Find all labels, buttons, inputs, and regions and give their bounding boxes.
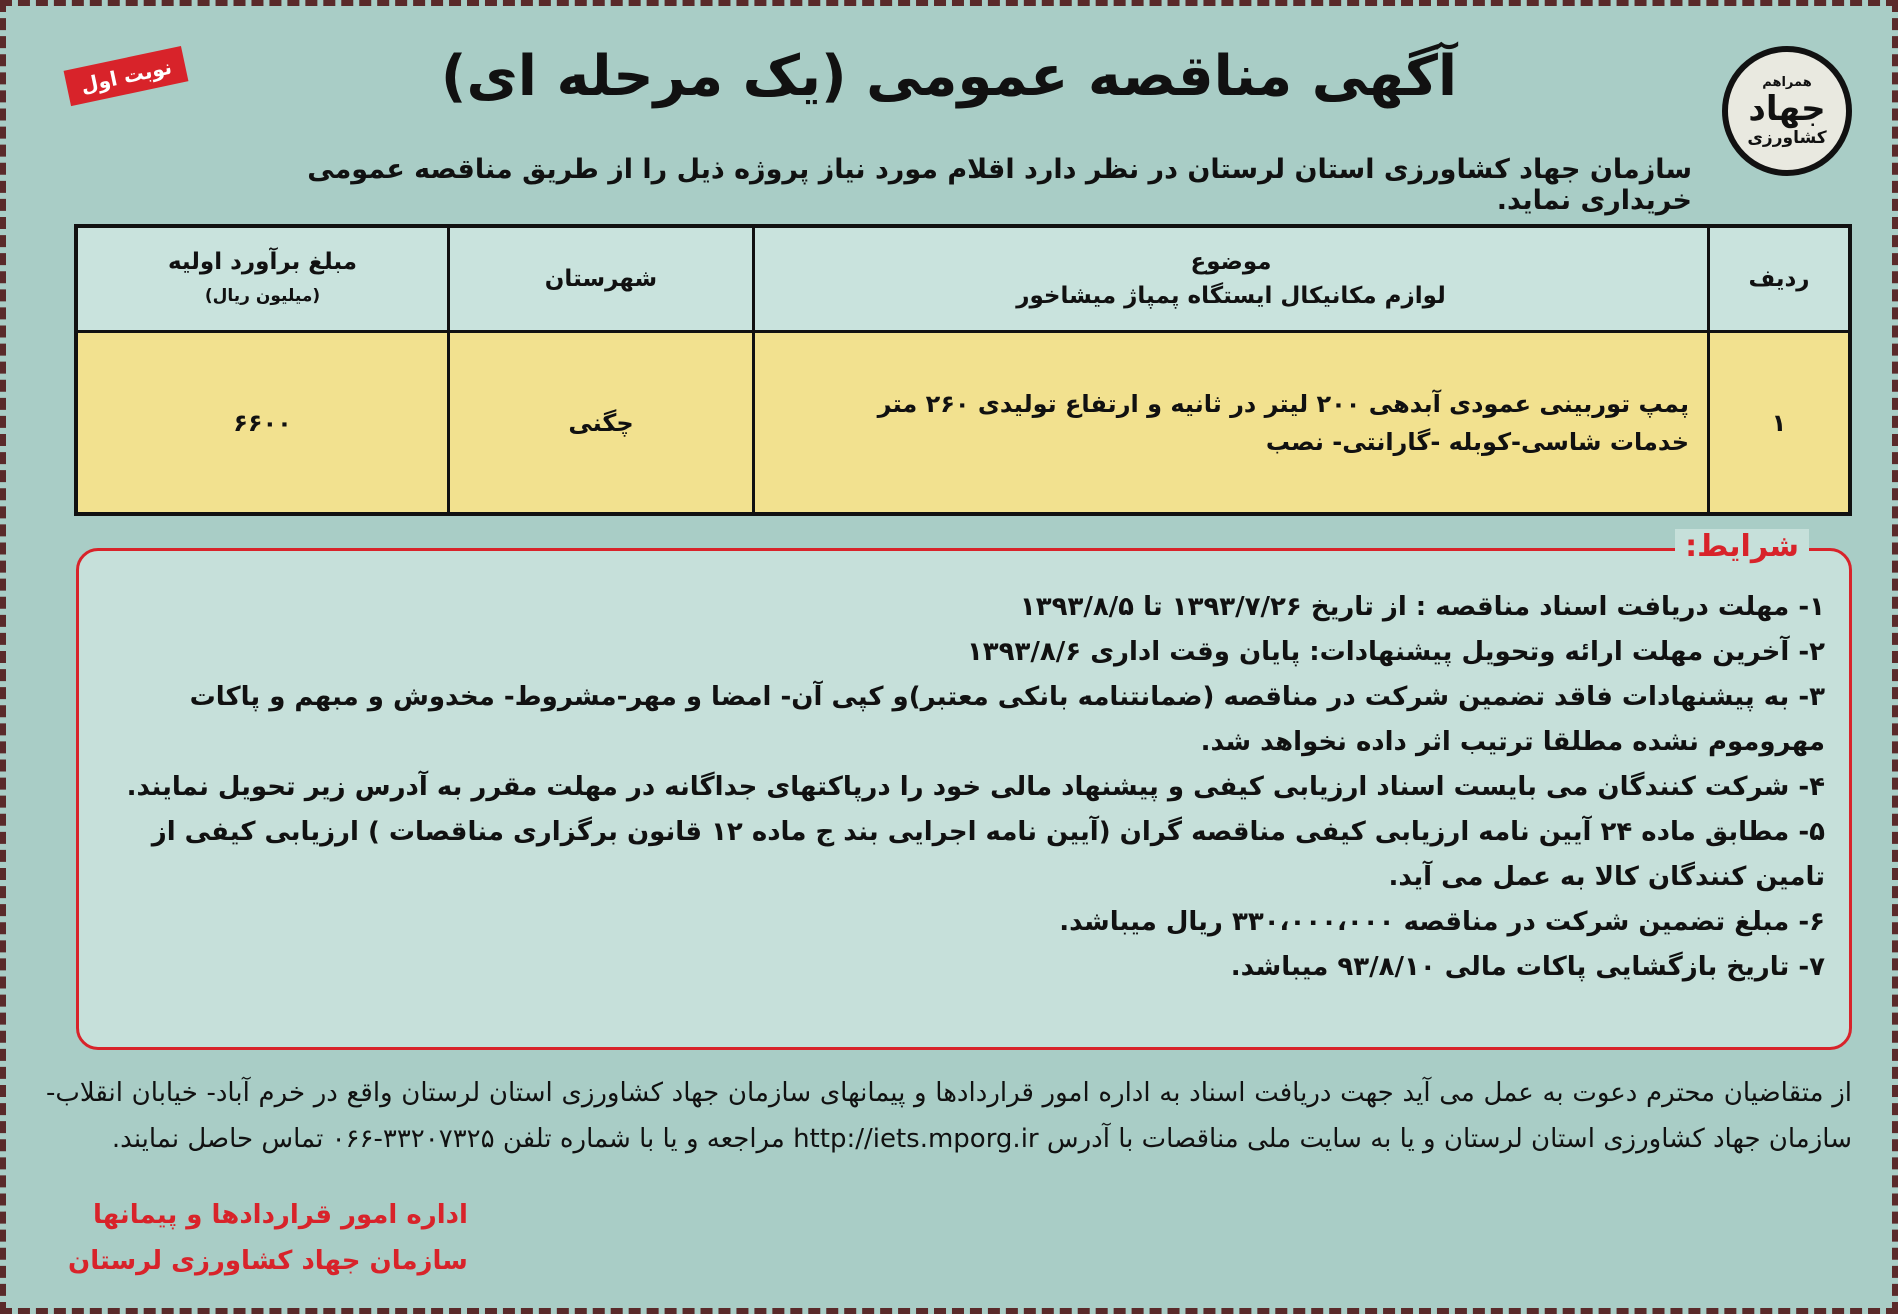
conditions-list (103, 585, 1825, 990)
header-subject-line2: لوازم مکانیکال ایستگاه پمپاژ میشاخور (1016, 283, 1446, 309)
header-amount (76, 226, 449, 332)
condition-item: ۶- مبلغ تضمین شرکت در مناقصه ۳۳۰،۰۰۰،۰۰۰ ریال میباشد. (1059, 907, 1825, 937)
header-subject (754, 226, 1709, 332)
cell-amount: ۶۶۰۰ (76, 332, 449, 515)
cell-subject-line1: پمپ توربینی عمودی آبدهی ۲۰۰ لیتر در ثانیه و ارتفاع تولیدی ۲۶۰ متر (877, 389, 1689, 418)
header-city: شهرستان (449, 226, 754, 332)
table-row (76, 332, 1850, 515)
notice-intro: سازمان جهاد کشاورزی استان لرستان در نظر دارد اقلام مورد نیاز پروژه ذیل را از طریق مناقصه عمومی خریداری نماید. (307, 154, 1692, 216)
cell-subject-line2: خدمات شاسی-کوبله -گارانتی- نصب (1265, 427, 1689, 456)
condition-item: ۷- تاریخ بازگشایی پاکات مالی ۹۳/۸/۱۰ میباشد. (1230, 952, 1825, 982)
notice-title: آگهی مناقصه عمومی (یک مرحله ای) (440, 44, 1458, 109)
round-badge: نوبت اول (64, 46, 189, 106)
header-amount-line1: مبلغ برآورد اولیه (167, 249, 358, 275)
logo-line3: کشاورزی (1747, 127, 1827, 148)
conditions-title: شرایط: (1675, 529, 1809, 564)
condition-item: ۵- مطابق ماده ۲۴ آیین نامه ارزیابی کیفی مناقصه گران (آیین نامه اجرایی بند ج ماده ۱۲ قانون برگزاری مناقصات ) ارزیابی کیفی از تامین کنندگان کالا به عمل می آید. (151, 817, 1825, 892)
cell-row-number: ۱ (1709, 332, 1851, 515)
condition-item: ۴- شرکت کنندگان می بایست اسناد ارزیابی کیفی و پیشنهاد مالی خود را درپاکتهای جداگانه در مهلت مقرر به آدرس زیر تحویل نمایند. (126, 772, 1825, 802)
logo-line2: جهاد (1748, 88, 1826, 129)
condition-item: ۳- به پیشنهادات فاقد تضمین شرکت در مناقصه (ضمانتنامه بانکی معتبر)و کپی آن- امضا و مهر-مشروط- مخدوش و مبهم و پاکات مهروموم نشده مطلقا ترتیب اثر داده نخواهد شد. (189, 682, 1825, 757)
items-table (74, 224, 1852, 516)
conditions-box (76, 529, 1852, 1050)
table-header-row (76, 226, 1850, 332)
header-subject-line1: موضوع (1190, 249, 1272, 275)
signature-block (68, 1192, 468, 1284)
condition-item: ۲- آخرین مهلت ارائه وتحویل پیشنهادات: پایان وقت اداری ۱۳۹۳/۸/۶ (966, 637, 1825, 667)
signature-line2: سازمان جهاد کشاورزی لرستان (68, 1246, 468, 1276)
cell-city: چگنی (449, 332, 754, 515)
logo-line1: همراهم (1762, 74, 1812, 90)
header-amount-line2: (میلیون ریال) (204, 286, 321, 306)
header-row-number: ردیف (1709, 226, 1851, 332)
cell-subject (754, 332, 1709, 515)
condition-item: ۱- مهلت دریافت اسناد مناقصه : از تاریخ ۱۳۹۳/۷/۲۶ تا ۱۳۹۳/۸/۵ (1019, 592, 1825, 622)
signature-line1: اداره امور قراردادها و پیمانها (93, 1200, 468, 1230)
footer-paragraph: از متقاضیان محترم دعوت به عمل می آید جهت دریافت اسناد به اداره امور قراردادها و پیمانهای سازمان جهاد کشاورزی استان لرستان واقع در خرم آباد- خیابان انقلاب- سازمان جهاد کشاورزی استان لرستان و یا به سایت ملی مناقصات با آدرس http://iets.mporg.ir مراجعه و یا با شماره تلفن ۳۳۲۰۷۳۲۵-۰۶۶ تماس حاصل نمایند. (46, 1078, 1852, 1154)
